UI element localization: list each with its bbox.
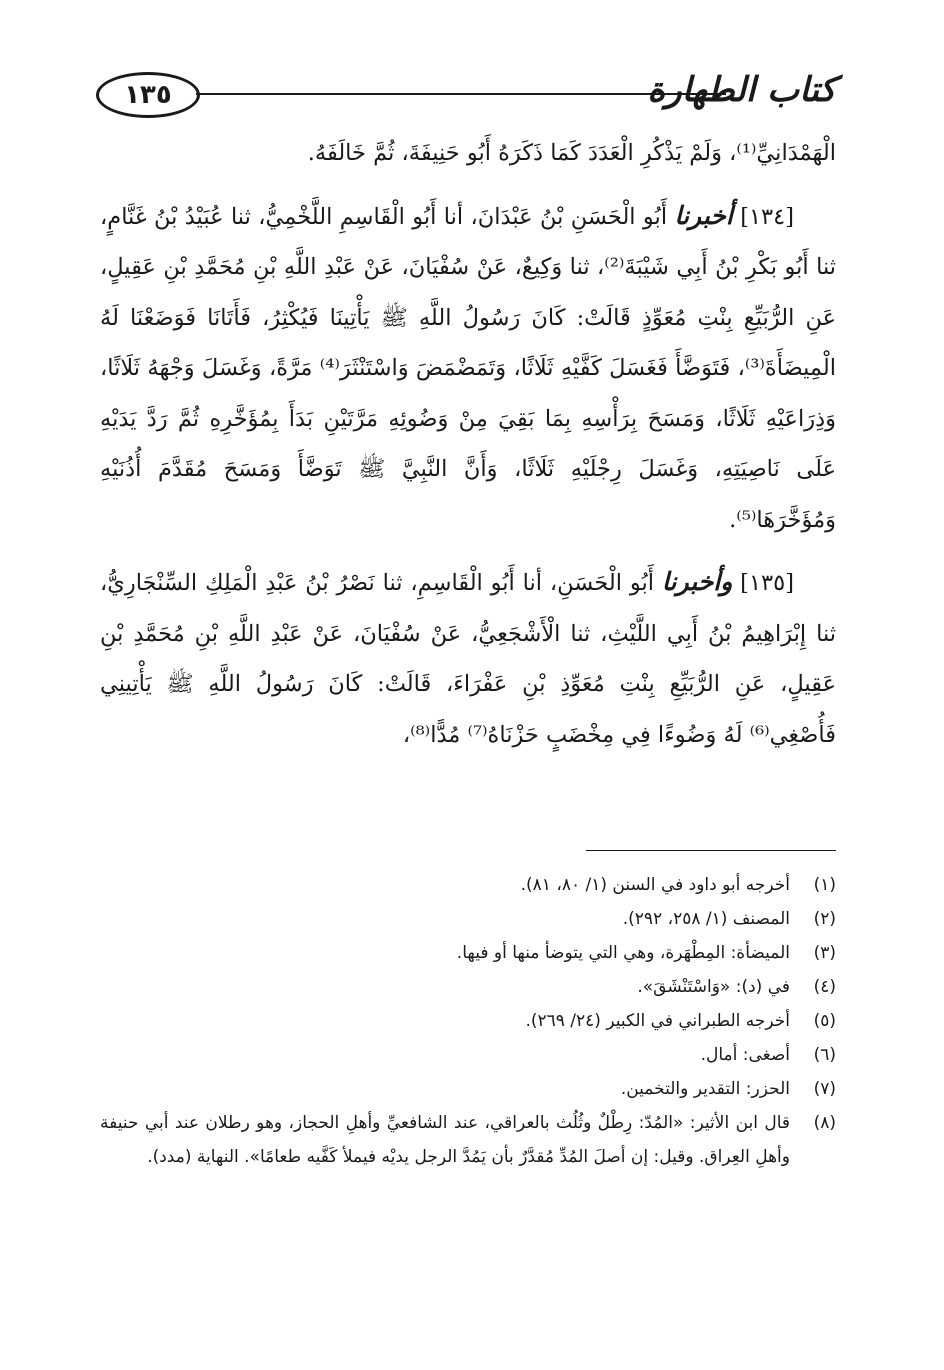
hadith-135 [100,557,836,760]
footnote [100,1004,836,1038]
footnote-number: (٥) [813,1011,836,1031]
footnote-number: (٨) [813,1113,836,1133]
footnote-text: أصغى: أمال. [700,1045,790,1065]
footnote-text: الحزر: التقدير والتخمين. [620,1079,790,1099]
footnote-text: الميضأة: المِطْهَرة، وهي التي يتوضأ منها أو فيها. [456,943,790,963]
footnote-text: المصنف (١/ ٢٥٨، ٢٩٢). [622,909,790,929]
footnote-number: (٣) [813,943,836,963]
footnote-number: (٦) [813,1045,836,1065]
hadith-number: [١٣٤] [740,203,795,230]
hadith-number: [١٣٥] [740,570,794,596]
footnote [100,970,836,1004]
footnote [100,1072,836,1106]
footnote [100,902,836,936]
footnote-number: (٧) [813,1079,836,1099]
hadith-lead-word: أخبرنا [674,200,733,230]
main-text [100,128,836,760]
footnote-text: أخرجه أبو داود في السنن (١/ ٨٠، ٨١). [520,875,790,895]
footnote-text: قال ابن الأثير: «المُدّ: رِطْلٌ وثُلُث بالعراقي، عند الشافعيِّ وأهلِ الحجاز، وهو رطلان عند أبي حنيفة وأهلِ العِراق. وقيل: إن أصلَ المُدِّ مُقدَّرٌ بأن يَمُدَّ الرجل يديْه فيملأ كَفَّيه طعامًا». النهاية (مدد). [100,1113,790,1167]
hadith-lead-word: وأخبرنا [661,567,733,596]
footnote [100,868,836,902]
footnote [100,936,836,970]
hadith-text: أَبُو الْحَسَنِ بْنُ عَبْدَانَ، أنا أَبُو الْقَاسِمِ اللَّخْمِيُّ، ثنا عُبَيْدُ بْنُ غَنَّامٍ، ثنا أَبُو بَكْرِ بْنُ أَبِي شَيْبَةَ⁽²⁾، ثنا وَكِيعٌ، عَنْ سُفْيَانَ، عَنْ عَبْدِ اللَّهِ بْنِ مُحَمَّدِ بْنِ عَقِيلٍ، عَنِ الرُّبَيِّعِ بِنْتِ مُعَوِّذٍ قَالَتْ: كَانَ رَسُولُ اللَّهِ ﷺ يَأْتِينَا فَيُكْثِرُ، فَأَتَانَا فَوَضَعْنَا لَهُ الْمِيضَأَةَ⁽³⁾، فَتَوَضَّأَ فَغَسَلَ كَفَّيْهِ ثَلَاثًا، وَتَمَضْمَضَ وَاسْتَنْثَرَ⁽⁴⁾ مَرَّةً، وَغَسَلَ وَجْهَهُ ثَلَاثًا، وَذِرَاعَيْهِ ثَلَاثًا، وَمَسَحَ بِرَأْسِهِ بِمَا بَقِيَ مِنْ وَضُوئِهِ مَرَّتَيْنِ بَدَأَ بِمُؤَخَّرِهِ ثُمَّ رَدَّ يَدَيْهِ عَلَى نَاصِيَتِهِ، وَغَسَلَ رِجْلَيْهِ ثَلَاثًا، وَأَنَّ النَّبِيَّ ﷺ تَوَضَّأَ وَمَسَحَ مُقَدَّمَ أُذُنَيْهِ وَمُؤَخَّرَهَا⁽⁵⁾. [100,203,836,533]
footnote-text: أخرجه الطبراني في الكبير (٢٤/ ٢٦٩). [525,1011,790,1031]
footnotes [100,868,836,1174]
footnote-text: في (د): «وَاسْتَنْشَقَ». [637,977,790,997]
book-title: كتاب الطهارة [647,70,836,110]
footnote-separator [586,850,836,851]
paragraph-continuation: الْهَمْدَانِيِّ⁽¹⁾، وَلَمْ يَذْكُرِ الْعَدَدَ كَمَا ذَكَرَهُ أَبُو حَنِيفَةَ، ثُمَّ خَالَفَهُ. [307,140,836,166]
hadith-134 [100,191,836,546]
footnote-number: (٢) [813,909,836,929]
footnote-number: (٤) [813,977,836,997]
footnote [100,1106,836,1174]
footnote [100,1038,836,1072]
hadith-text: أَبُو الْحَسَنِ، أنا أَبُو الْقَاسِمِ، ثنا نَصْرُ بْنُ عَبْدِ الْمَلِكِ السِّنْجَارِيُّ، ثنا إِبْرَاهِيمُ بْنُ أَبِي اللَّيْثِ، ثنا الْأَشْجَعِيُّ، عَنْ سُفْيَانَ، عَنْ عَبْدِ اللَّهِ بْنِ مُحَمَّدِ بْنِ عَقِيلٍ، عَنِ الرُّبَيِّعِ بِنْتِ مُعَوِّذِ بْنِ عَفْرَاءَ، قَالَتْ: كَانَ رَسُولُ اللَّهِ ﷺ يَأْتِينِي فَأُصْغِي⁽⁶⁾ لَهُ وَضُوءًا فِي مِخْضَبٍ حَزْنَاهُ⁽⁷⁾ مُدًّا⁽⁸⁾، [100,570,836,748]
page-header [96,62,836,122]
footnote-number: (١) [813,875,836,895]
page-number: ١٣٥ [96,72,200,118]
